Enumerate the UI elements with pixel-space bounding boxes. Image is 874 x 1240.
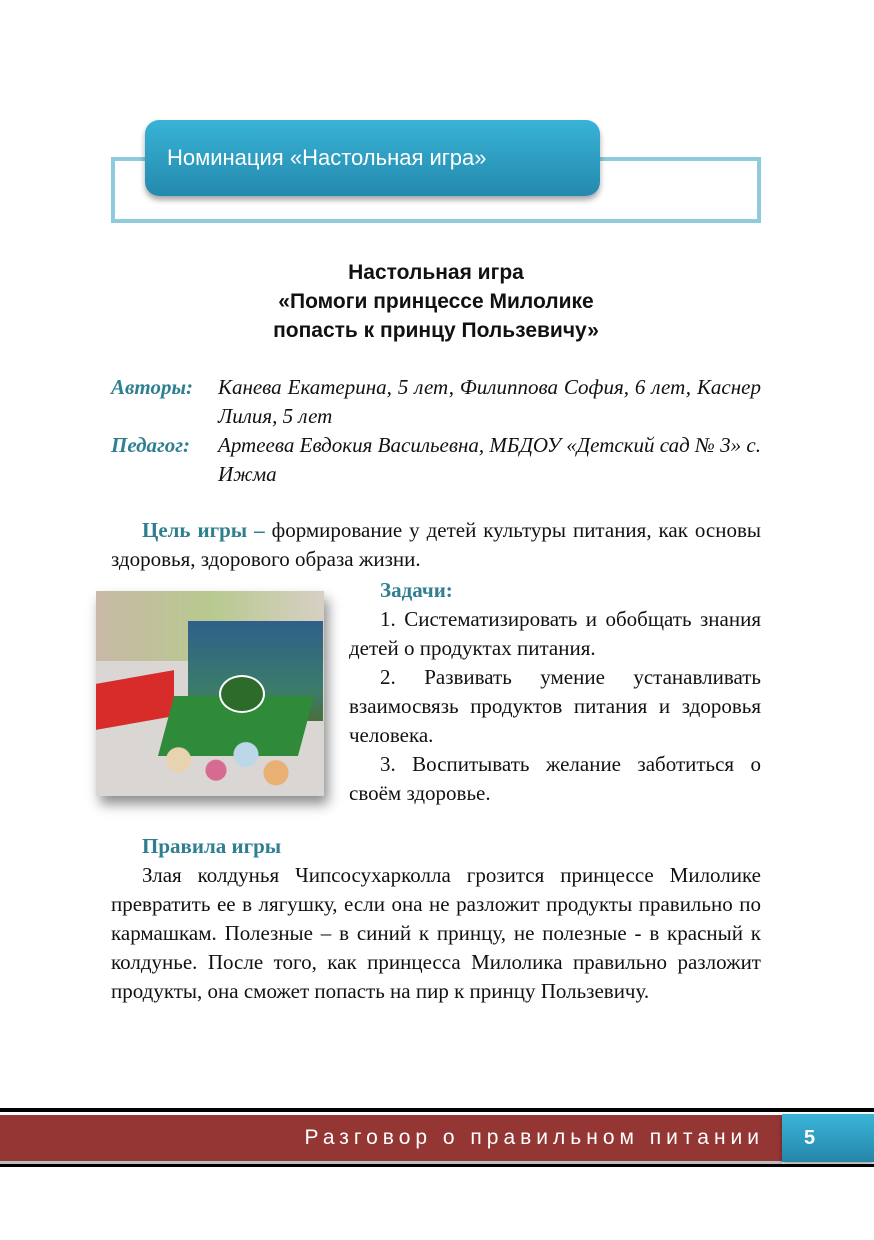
teacher-label: Педагог:: [111, 433, 191, 457]
title-line-2: «Помоги принцессе Милолике: [278, 290, 594, 313]
authors-text: Канева Екатерина, 5 лет, Филиппова София, 6 лет, Каснер Лилия, 5 лет: [218, 375, 761, 428]
page-number-badge: [782, 1114, 874, 1162]
tasks-section: [349, 576, 761, 808]
tasks-heading: Задачи:: [380, 578, 453, 602]
page-number: 5: [804, 1126, 816, 1149]
goal-label: Цель игры –: [142, 518, 265, 542]
page-title: [111, 258, 761, 345]
credits: [111, 373, 761, 489]
nomination-tab: [145, 120, 600, 196]
photo-food-cards: [156, 739, 306, 791]
footer-rule-top: [0, 1108, 874, 1112]
photo-red-box: [96, 670, 174, 730]
title-line-1: Настольная игра: [348, 261, 524, 284]
nomination-label: Номинация «Настольная игра»: [167, 145, 487, 170]
teacher-row: [111, 431, 761, 489]
goal-paragraph: [111, 516, 761, 574]
footer-rule-bottom: [0, 1164, 874, 1167]
authors-row: [111, 373, 761, 431]
rules-heading: Правила игры: [142, 834, 282, 858]
goal-text: формирование у детей культуры питания, как основы здоровья, здорового образа жизни.: [111, 518, 761, 571]
task-item: 1. Систематизировать и обобщать знания детей о продуктах питания.: [349, 607, 761, 660]
title-line-3: попасть к принцу Пользевичу»: [273, 319, 599, 342]
rules-section: [111, 832, 761, 1006]
footer-bar: [0, 1115, 782, 1161]
rules-text: Злая колдунья Чипсосухарколла грозится принцессе Милолике превратить ее в лягушку, если она не разложит продукты правильно по кармашкам. Полезные – в синий к принцу, не полезные - в красный к колдунье. После того, как принцесса Милолика правильно разложит продукты, она сможет попасть на пир к принцу Пользевичу.: [111, 863, 761, 1003]
authors-label: Авторы:: [111, 375, 194, 399]
teacher-text: Артеева Евдокия Васильевна, МБДОУ «Детский сад № 3» с. Ижма: [218, 433, 761, 486]
board-game-photo: [96, 591, 324, 796]
photo-tree: [219, 675, 265, 713]
footer-title: Разговор о правильном питании: [304, 1126, 764, 1149]
task-item: 2. Развивать умение устанавливать взаимосвязь продуктов питания и здоровья человека.: [349, 665, 761, 747]
task-item: 3. Воспитывать желание заботиться о своём здоровье.: [349, 752, 761, 805]
